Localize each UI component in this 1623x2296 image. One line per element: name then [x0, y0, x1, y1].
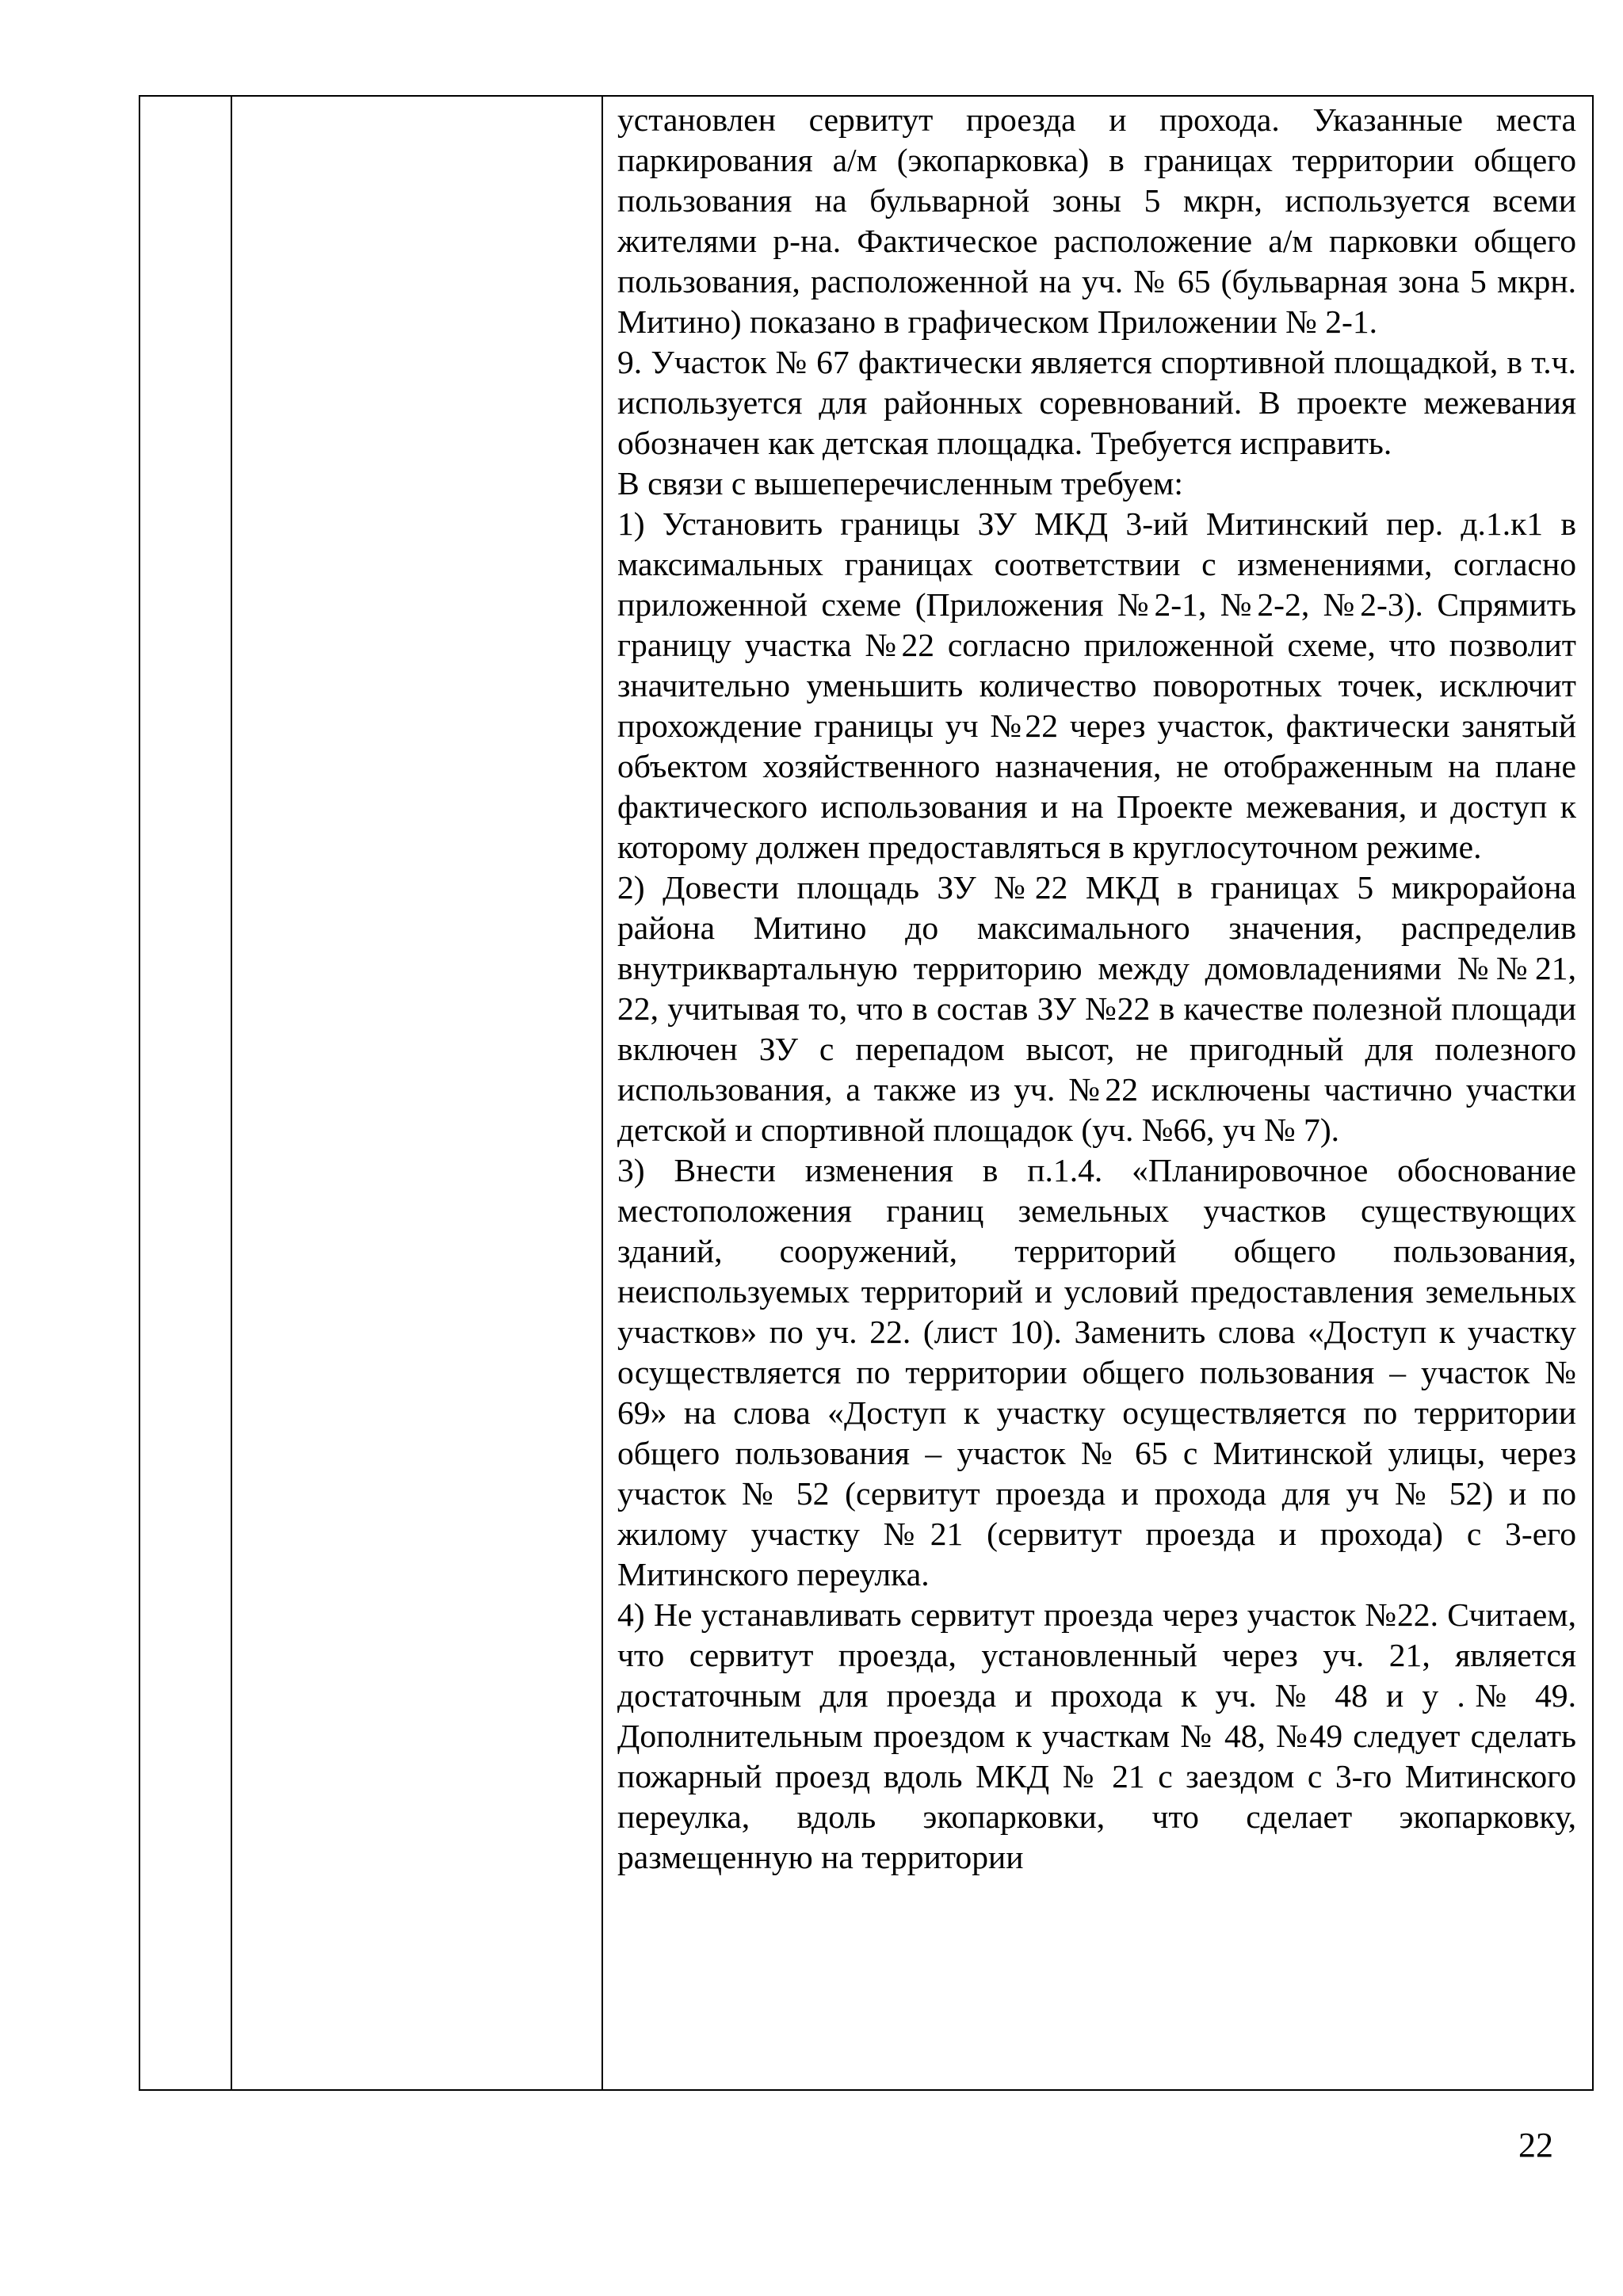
paragraph-parking: установлен сервитут проезда и прохода. Указанные места паркирования а/м (экопарковка) в границах территории общего пользования на бульварной зоны 5 мкрн, используется всеми жителями р-на. Фактическое расположение а/м парковки общего пользования, расположенной на уч. № 65 (бульварная зона 5 мкрн. Митино) показано в графическом Приложении № 2-1.	[617, 101, 1576, 340]
document-table	[139, 95, 1594, 2091]
paragraph-demands-intro: В связи с вышеперечисленным требуем:	[617, 465, 1183, 502]
number-column-cell	[139, 96, 231, 2090]
middle-column-cell	[231, 96, 602, 2090]
paragraph-demand-3: 3) Внести изменения в п.1.4. «Планировочное обоснование местоположения границ земельных участков существующих зданий, сооружений, территорий общего пользования, неиспользуемых территорий и условий предоставления земельных участков» по уч. 22. (лист 10). Заменить слова «Доступ к участку осуществляется по территории общего пользования – участок № 69» на слова «Доступ к участку осуществляется по территории общего пользования – участок № 65 с Митинской улицы, через участок № 52 (сервитут проезда и прохода для уч № 52) и по жилому участку №21 (сервитут проезда и прохода) с 3-его Митинского переулка.	[617, 1152, 1576, 1592]
paragraph-demand-2: 2) Довести площадь ЗУ №22 МКД в границах 5 микрорайона района Митино до максимального значения, распределив внутриквартальную территорию между домовладениями №№21, 22, учитывая то, что в состав ЗУ №22 в качестве полезной площади включен ЗУ с перепадом высот, не пригодный для полезного использования, а также из уч. №22 исключены частично участки детской и спортивной площадок (уч. №66, уч № 7).	[617, 869, 1576, 1148]
paragraph-demand-1: 1) Установить границы ЗУ МКД 3-ий Митинский пер. д.1.к1 в максимальных границах соответствии с изменениями, согласно приложенной схеме (Приложения №2-1, №2-2, №2-3). Спрямить границу участка №22 согласно приложенной схеме, что позволит значительно уменьшить количество поворотных точек, исключит прохождение границы уч №22 через участок, фактически занятый объектом хозяйственного назначения, не отображенным на плане фактического использования и на Проекте межевания, и доступ к которому должен предоставляться в круглосуточном режиме.	[617, 505, 1576, 865]
table-row	[139, 96, 1593, 2090]
text-column-cell	[602, 96, 1593, 2090]
page-number: 22	[1518, 2126, 1553, 2164]
paragraph-demand-4: 4) Не устанавливать сервитут проезда через участок №22. Считаем, что сервитут проезда, установленный через уч. 21, является достаточным для проезда и прохода к уч. № 48 и у .№ 49. Дополнительным проездом к участкам № 48, №49 следует сделать пожарный проезд вдоль МКД № 21 с заездом с 3-го Митинского переулка, вдоль экопарковки, что сделает экопарковку, размещенную на территории	[617, 1596, 1576, 1875]
paragraph-item-9: 9. Участок № 67 фактически является спортивной площадкой, в т.ч. используется для районных соревнований. В проекте межевания обозначен как детская площадка. Требуется исправить.	[617, 344, 1576, 461]
